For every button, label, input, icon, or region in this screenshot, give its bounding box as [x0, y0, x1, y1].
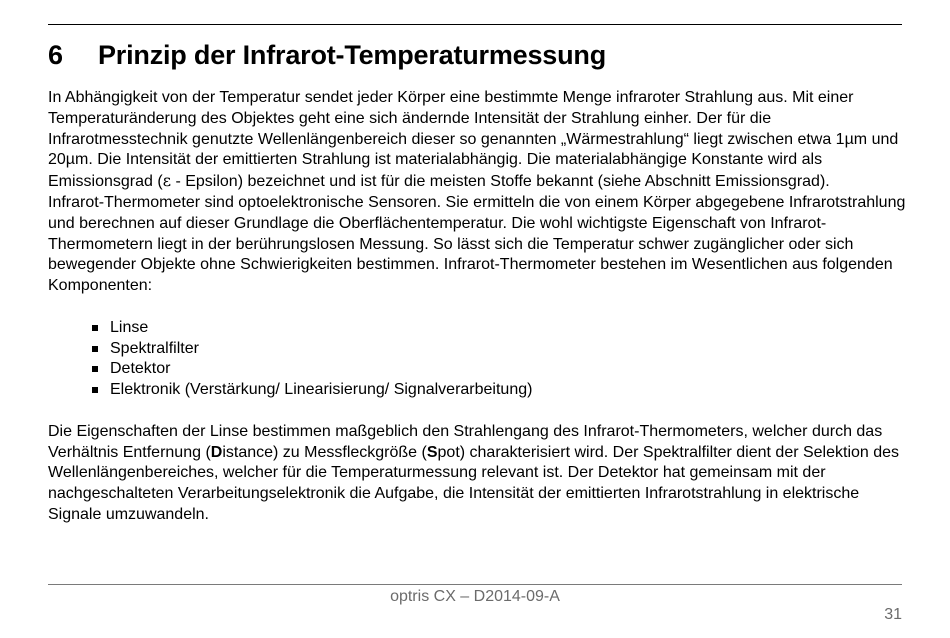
list-item — [92, 318, 908, 339]
list-item — [92, 359, 908, 380]
section-heading — [48, 40, 606, 71]
paragraph-thermometers: Infrarot-Thermometer sind optoelektronische Sensoren. Sie ermitteln die von einem Körper abgegebene Infrarotstrahlung und berechnen auf dieser Grundlage die Oberflächentemperatur. Die wohl wichtigste Eigenschaft von Infrarot-Thermometern liegt in der berührungslosen Messung. So lässt sich die Temperatur schwer zugänglicher oder sich bewegender Objekte ohne Schwierigkeiten bestimmen. Infrarot-Thermometer bestehen im Wesentlichen aus folgenden Komponenten: — [48, 193, 906, 295]
list-item-label: Elektronik (Verstärkung/ Linearisierung/ Signalverarbeitung) — [110, 381, 533, 399]
square-bullet-icon — [92, 387, 98, 393]
paragraph-components-part-1: Die Eigenschaften der Linse bestimmen maßgeblich den Strahlengang des Infrarot-Thermometers, welcher durch das Verhältnis Entfernung ( — [48, 422, 883, 461]
spacer — [48, 401, 908, 422]
square-bullet-icon — [92, 325, 98, 331]
component-list — [48, 318, 908, 401]
section-title: Prinzip der Infrarot-Temperaturmessung — [98, 40, 606, 70]
list-item-label: Linse — [110, 318, 149, 336]
paragraph-intro — [48, 88, 908, 193]
list-item — [92, 339, 908, 360]
header-rule — [48, 24, 902, 25]
page-number: 31 — [884, 606, 902, 623]
section-number: 6 — [48, 40, 63, 70]
list-item — [92, 380, 908, 401]
footer-document-id: optris CX – D2014-09-A — [390, 588, 560, 605]
paragraph-components — [48, 422, 908, 526]
epsilon-symbol: ε — [162, 171, 171, 191]
square-bullet-icon — [92, 346, 98, 352]
bold-distance-letter: D — [210, 443, 223, 461]
paragraph-intro-part-1: In Abhängigkeit von der Temperatur sendet jeder Körper eine bestimmte Menge infraroter Strahlung aus. Mit einer Temperaturänderung des Objektes geht eine sich ändernde Intensität der Strahlung einher. Der für die Infrarotmesstechnik genutzte Wellenlängenbereich dieser so genannten „Wärmestrahlung“ liegt zwischen etwa 1µm und 20µm. Die Intensität der emittierten Strahlung ist materialabhängig. Die materialabhängige Konstante wird als Emissionsgrad ( — [48, 89, 899, 191]
paragraph-components-part-2: istance) zu Messfleckgröße ( — [222, 443, 427, 461]
list-item-label: Detektor — [110, 360, 171, 378]
square-bullet-icon — [92, 366, 98, 372]
list-item-label: Spektralfilter — [110, 339, 199, 357]
paragraph-components-part-3: pot) charakterisiert wird. Der Spektralfilter dient der Selektion des Wellenlängenbereiches, welcher für die Temperaturmessung relevant ist. Der Detektor hat gemeinsam mit der nachgeschalteten Verarbeitungselektronik die Aufgabe, die Intensität der emittierten Infrarotstrahlung in elektrische Signale umzuwandeln. — [48, 443, 900, 523]
bold-spot-letter: S — [426, 443, 438, 461]
body-content — [48, 88, 908, 526]
paragraph-intro-part-2: - Epsilon) bezeichnet und ist für die meisten Stoffe bekannt (siehe Abschnitt Emissionsgrad). — [171, 173, 830, 191]
spacer — [48, 297, 908, 318]
footer-rule — [48, 584, 902, 585]
